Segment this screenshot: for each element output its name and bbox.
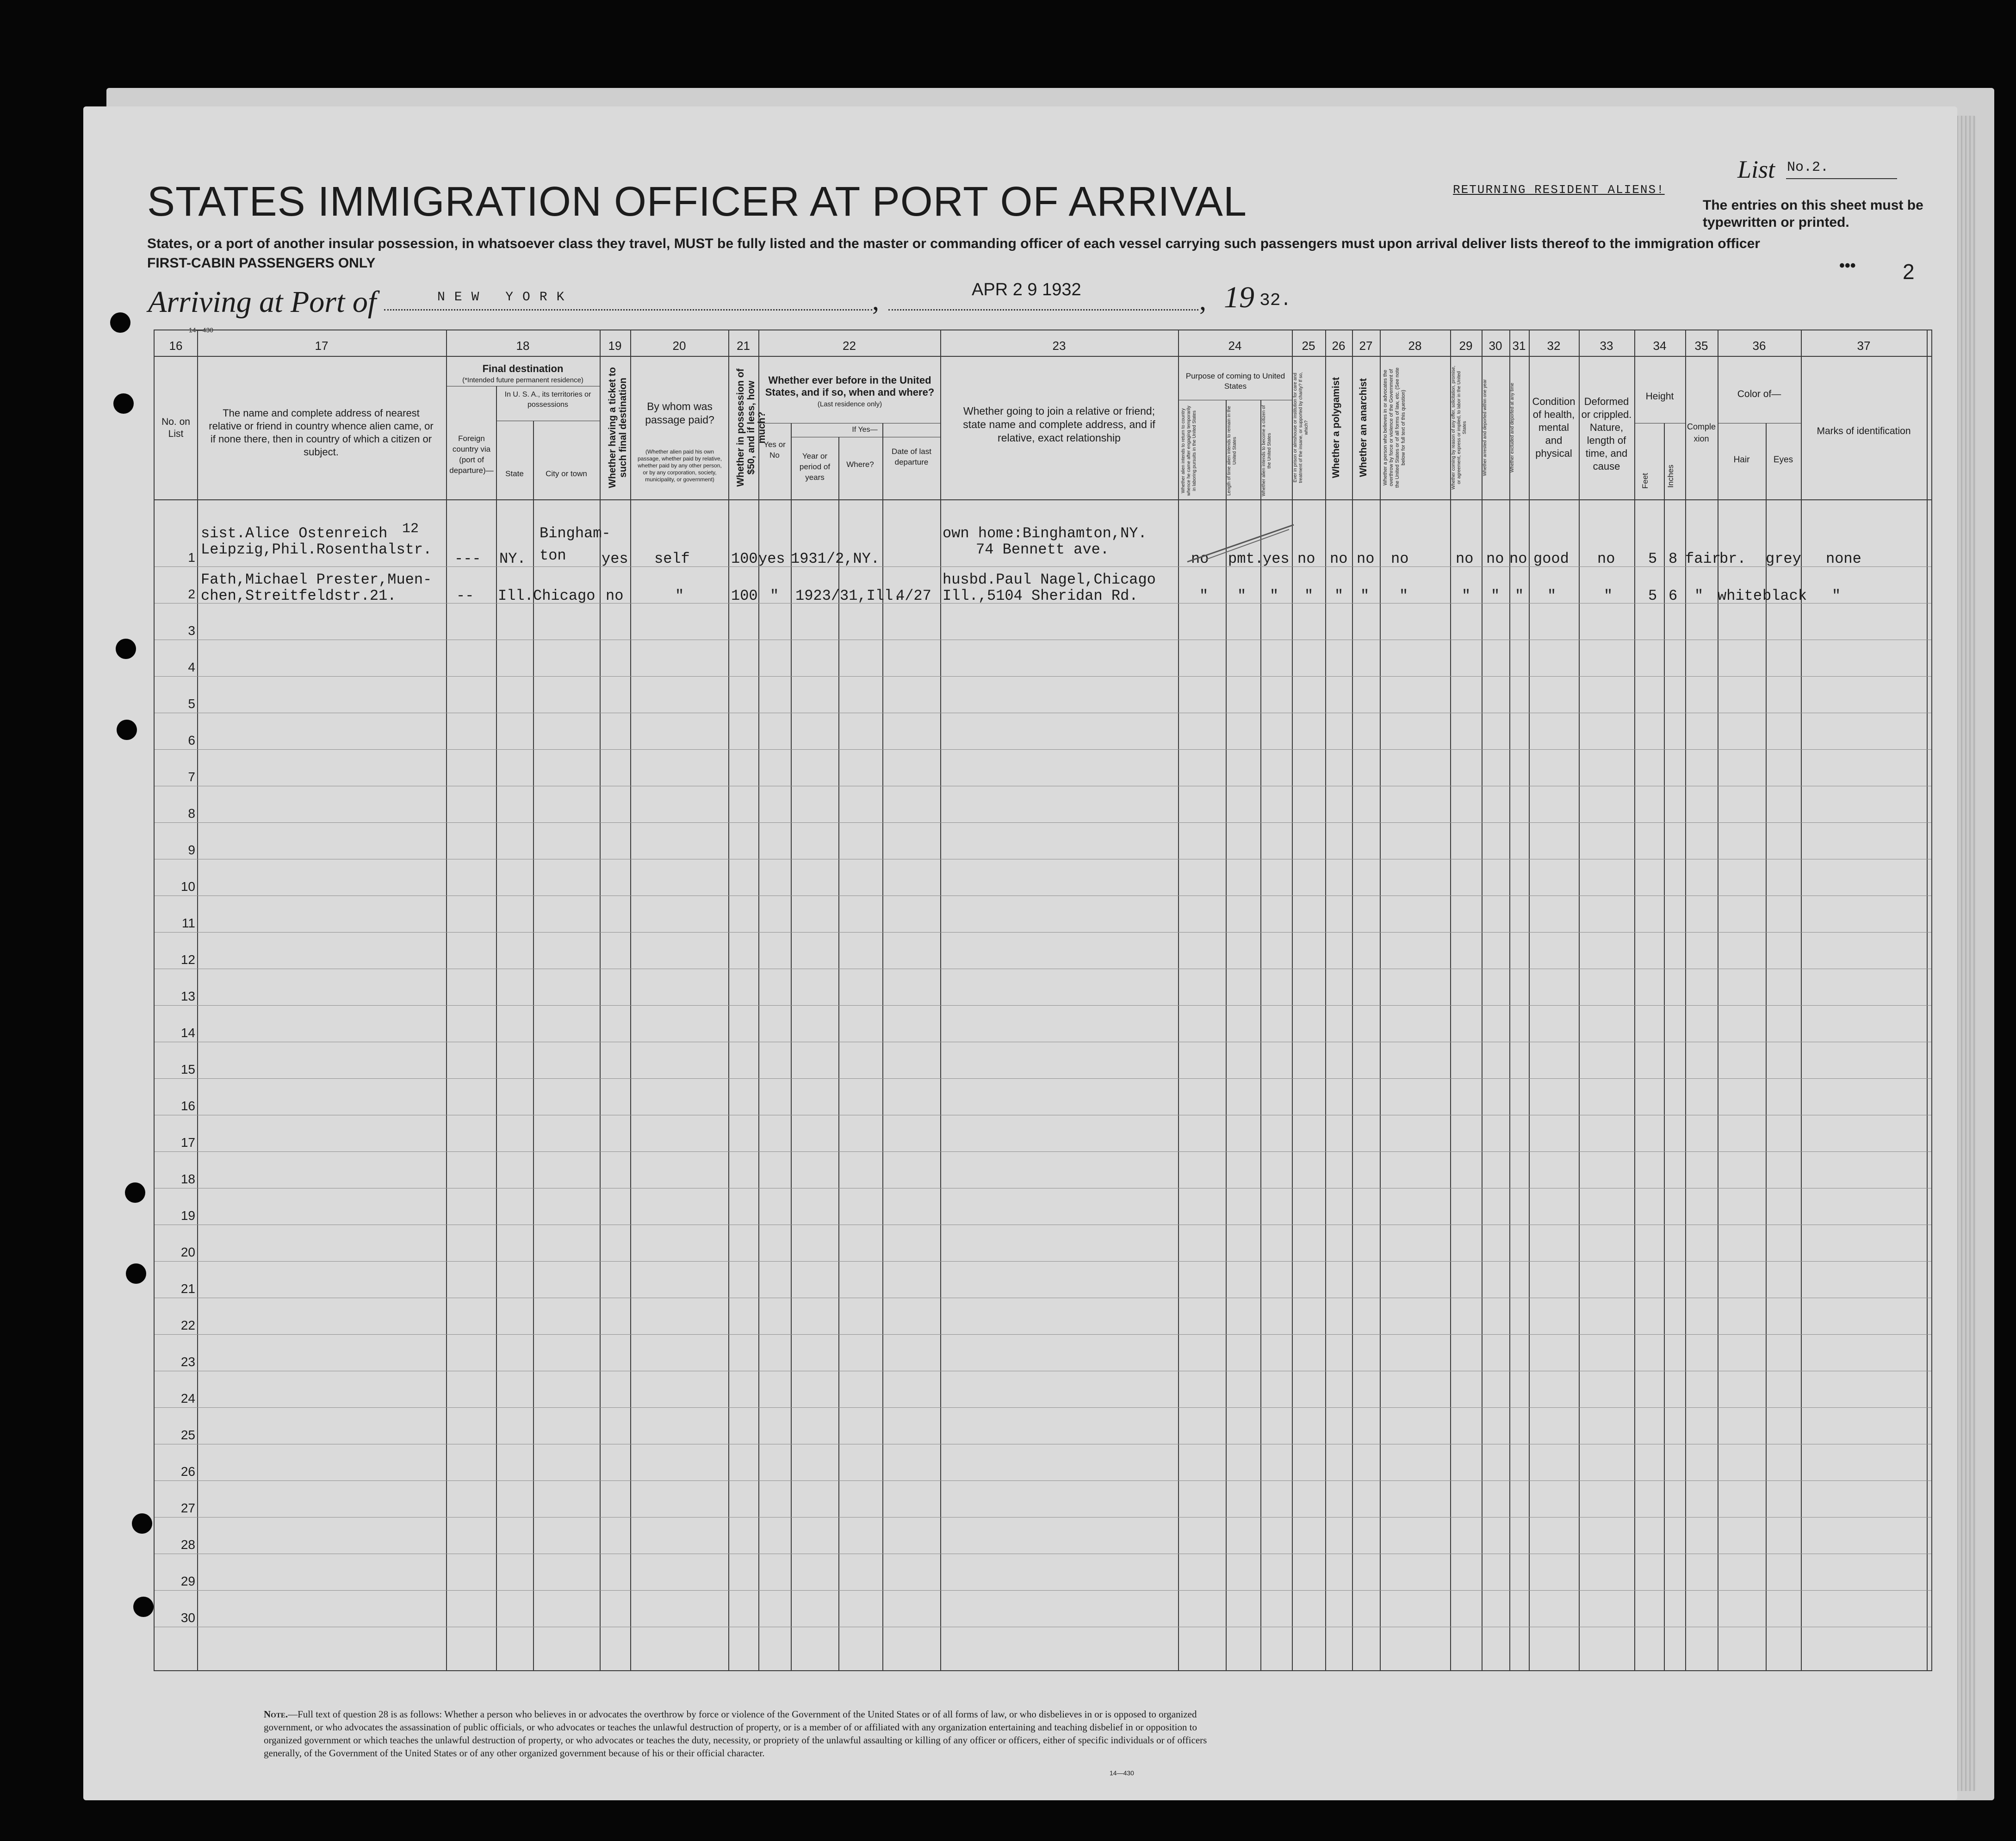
entry-health: " xyxy=(1547,587,1557,604)
header-year-period: Year or period of years xyxy=(799,452,831,482)
entry-complexion: fair xyxy=(1685,550,1721,567)
row-line xyxy=(155,1517,1931,1518)
col-number: 22 xyxy=(843,339,856,353)
entry-relative-line1: Fath,Michael Prester,Muen- xyxy=(201,571,432,588)
col-divider xyxy=(1634,330,1635,1670)
entry-marks: none xyxy=(1826,550,1861,567)
header-if-yes: If Yes— xyxy=(852,426,878,434)
instructions-text: States, or a port of another insular possession, in whatsoever class they travel, MUST be fully listed and the master or commanding officer of each vessel carrying such passengers must upon arrival deliver lists thereof to the immigration officer xyxy=(147,236,1760,251)
port-name: NEW YORK xyxy=(437,290,574,305)
header-offer-labor: Whether coming by reason of any offer, solicitation, promise, or agreement, express or implied, to labor in the United States xyxy=(1451,366,1467,490)
entry-purpose-return: " xyxy=(1199,587,1209,604)
row-line xyxy=(155,1480,1931,1481)
header-state: State xyxy=(505,469,524,478)
entry-prison: no xyxy=(1297,550,1315,567)
row-number: 4 xyxy=(188,660,195,674)
comma-separator: , xyxy=(872,285,879,316)
row-number: 28 xyxy=(180,1537,195,1552)
col-divider xyxy=(1380,330,1381,1670)
entry-overthrow: no xyxy=(1391,550,1409,567)
entry-arrested: no xyxy=(1486,550,1504,567)
col-number: 17 xyxy=(315,339,329,353)
entry-foreign-country: --- xyxy=(454,550,481,567)
entry-height-inches: 8 xyxy=(1669,550,1678,567)
entry-before-us: " xyxy=(770,587,779,604)
header-purpose-return: Whether alien intends to return to country whence he came after engaging temporarily in laboring pursuits in the United States xyxy=(1181,405,1197,496)
entry-purpose-citizen: yes xyxy=(1263,550,1290,567)
entry-polygamist: no xyxy=(1330,550,1348,567)
list-number-line xyxy=(1786,178,1897,179)
entry-period: 1931/2,NY. xyxy=(791,550,880,567)
header-ticket: Whether having a ticket to such final destination xyxy=(607,367,628,488)
row-number: 29 xyxy=(180,1574,195,1588)
entry-hair: white xyxy=(1718,587,1762,604)
pencil-strokes xyxy=(1178,497,1298,571)
col-number: 28 xyxy=(1408,339,1422,353)
header-foreign-country: Foreign country via (port of departure)— xyxy=(449,434,494,475)
entry-join-line1: husbd.Paul Nagel,Chicago xyxy=(943,571,1156,588)
entry-deformed: no xyxy=(1597,550,1615,567)
row-number: 1 xyxy=(188,550,195,565)
col-number: 26 xyxy=(1332,339,1346,353)
entry-excluded: " xyxy=(1515,587,1524,604)
entry-deformed: " xyxy=(1604,587,1613,604)
col-number: 20 xyxy=(672,339,686,353)
row-number: 24 xyxy=(180,1391,195,1406)
row-number: 14 xyxy=(180,1026,195,1040)
arrival-date-stamp: APR 2 9 1932 xyxy=(972,280,1081,299)
entry-purpose-length: " xyxy=(1237,587,1247,604)
row-number: 22 xyxy=(180,1318,195,1332)
row-number: 26 xyxy=(180,1464,195,1479)
row-line xyxy=(155,932,1931,933)
row-number: 12 xyxy=(180,952,195,967)
row-line xyxy=(155,1078,1931,1079)
row-number: 7 xyxy=(188,770,195,784)
entry-eyes: grey xyxy=(1766,550,1801,567)
row-number: 2 xyxy=(188,587,195,601)
entry-polygamist: " xyxy=(1334,587,1344,604)
row-number: 15 xyxy=(180,1062,195,1076)
port-line xyxy=(384,309,872,311)
header-passage-paid: By whom was passage paid? xyxy=(645,400,714,426)
row-line xyxy=(155,1151,1931,1152)
entry-offer-labor: " xyxy=(1462,587,1471,604)
col-number: 19 xyxy=(608,339,622,353)
header-usa: In U. S. A., its territories or possessions xyxy=(504,391,591,409)
arriving-label: Arriving at Port of xyxy=(148,285,377,319)
entry-join-line2: 74 Bennett ave. xyxy=(976,541,1110,558)
row-number: 11 xyxy=(181,916,195,930)
row-number: 25 xyxy=(180,1428,195,1442)
col-divider xyxy=(1482,330,1483,1670)
col-divider xyxy=(940,330,941,1670)
entry-marks: " xyxy=(1832,587,1841,604)
binding-hole xyxy=(116,639,136,659)
col-divider xyxy=(882,423,883,1670)
header-anarchist: Whether an anarchist xyxy=(1358,378,1369,477)
col-divider xyxy=(197,330,198,1670)
col-divider xyxy=(1685,330,1686,1670)
entry-relative-superscript: 12 xyxy=(402,521,419,537)
col-divider xyxy=(1260,400,1261,1670)
row-line xyxy=(155,749,1931,750)
col-divider xyxy=(533,421,534,1670)
header-final-destination: Final destination xyxy=(482,363,564,374)
entry-excluded: no xyxy=(1509,550,1527,567)
typewritten-note: The entries on this sheet must be typewritten or printed. xyxy=(1703,198,1923,230)
entry-date-departure: 4/27 xyxy=(896,587,931,604)
footnote-label: Note. xyxy=(264,1709,288,1720)
row-line xyxy=(155,822,1931,823)
col-number: 23 xyxy=(1052,339,1066,353)
year-prefix: 19 xyxy=(1224,280,1254,314)
entry-join-line2: Ill.,5104 Sheridan Rd. xyxy=(943,587,1138,604)
entry-before-us: yes xyxy=(758,550,785,567)
row-number: 3 xyxy=(188,623,195,638)
list-number: No.2. xyxy=(1787,160,1829,175)
entry-overthrow: " xyxy=(1399,587,1408,604)
row-line xyxy=(155,1005,1931,1006)
entry-eyes: black xyxy=(1762,587,1807,604)
header-relative-address: The name and complete address of nearest relative or friend in country whence alien came, or if none there, then in country of which a citizen or subject. xyxy=(209,407,434,458)
footnote-text: —Full text of question 28 is as follows: Whether a person who believes in or advocates the overthrow by force or violence of the Government of the United States or of all forms of law, or who disbelieves in or is opposed to organized government, or who advocates the assassination of public officials, or who advocates or teaches the unlawful destruction of property, or is a member of or affiliated with any organization entertaining and teaching disbelief in or opposition to organized government or which teaches the unlawful destruction of property, or who advocates or teaches the duty, necessity, or propriety of the unlawful assaulting or killing of any officer or officers, either of specific individuals or of officers generally, of the Government of the United States or of any other organized government because of his or their official character. xyxy=(264,1709,1207,1759)
col-number: 36 xyxy=(1752,339,1766,353)
header-polygamist: Whether a polygamist xyxy=(1331,377,1341,479)
entry-anarchist: no xyxy=(1357,550,1375,567)
header-yes-no: Yes or No xyxy=(763,440,786,460)
entry-period: 1923/31,Ill. xyxy=(795,587,902,604)
row-number: 17 xyxy=(180,1135,195,1150)
entry-money: 100 xyxy=(731,587,758,604)
entry-height-feet: 5 xyxy=(1648,587,1657,604)
entry-anarchist: " xyxy=(1360,587,1370,604)
row-number: 5 xyxy=(188,697,195,711)
sheet-number: 2 xyxy=(1903,260,1915,284)
row-number: 10 xyxy=(180,879,195,894)
row-number: 8 xyxy=(188,806,195,821)
entry-purpose-length: pmt. xyxy=(1228,550,1264,567)
header-prison: Ever in prison or almshouse or institution for care and treatment of the insane, or supported by charity? If so, which? xyxy=(1293,372,1309,483)
header-color-of: Color of— xyxy=(1737,389,1781,399)
footnote xyxy=(264,1708,1235,1760)
entry-height-feet: 5 xyxy=(1648,550,1657,567)
col-divider xyxy=(1226,400,1227,1670)
row-number: 13 xyxy=(180,989,195,1003)
entry-offer-labor: no xyxy=(1456,550,1474,567)
header-money: Whether in possession of $50, and if less, how much? xyxy=(735,368,767,487)
row-line xyxy=(155,566,1931,567)
row-line xyxy=(155,1261,1931,1262)
returning-aliens-label: RETURNING RESIDENT ALIENS! xyxy=(1453,183,1665,197)
first-cabin-label: FIRST-CABIN PASSENGERS ONLY xyxy=(147,255,376,271)
row-number: 27 xyxy=(180,1501,195,1515)
list-label: List xyxy=(1737,155,1775,183)
entry-health: good xyxy=(1533,550,1569,567)
entry-city-line1: Bingham- xyxy=(540,525,611,542)
col-divider xyxy=(630,330,631,1670)
col-divider xyxy=(791,423,792,1670)
row-number: 6 xyxy=(188,733,195,747)
year-suffix: 32. xyxy=(1259,291,1291,311)
binding-hole xyxy=(133,1597,154,1617)
col-number: 32 xyxy=(1547,339,1561,353)
binding-hole xyxy=(125,1182,145,1203)
col-divider xyxy=(1450,330,1451,1670)
entry-paid-by: " xyxy=(675,587,684,604)
header-feet: Feet xyxy=(1641,473,1650,489)
row-line xyxy=(155,676,1931,677)
col-divider xyxy=(1352,330,1353,1670)
row-number: 19 xyxy=(180,1208,195,1223)
entry-ticket: yes xyxy=(602,550,628,567)
header-marks: Marks of identification xyxy=(1817,426,1911,436)
header-hair: Hair xyxy=(1733,455,1750,465)
col-divider xyxy=(728,330,729,1670)
form-number-bottom: 14—430 xyxy=(1110,1769,1134,1777)
header-purpose-length: Length of time alien intends to remain in the United States xyxy=(1227,406,1237,496)
col-divider xyxy=(1801,330,1802,1670)
row-number: 18 xyxy=(180,1172,195,1186)
binding-hole xyxy=(113,393,134,414)
manifest-table xyxy=(154,330,1932,1671)
col-divider xyxy=(838,437,839,1670)
row-line xyxy=(155,1590,1931,1591)
row-line xyxy=(155,1334,1931,1335)
header-no-on-list: No. on List xyxy=(161,417,190,439)
header-join-relative: Whether going to join a relative or friend; state name and complete address, and if relative, exact relationship xyxy=(963,405,1155,444)
col-divider xyxy=(758,330,759,1670)
col-number: 29 xyxy=(1459,339,1473,353)
col-number: 34 xyxy=(1653,339,1667,353)
entry-paid-by: self xyxy=(654,550,690,567)
row-number: 9 xyxy=(188,843,195,857)
header-height: Height xyxy=(1645,391,1674,402)
row-line xyxy=(155,1407,1931,1408)
entry-purpose-citizen: " xyxy=(1270,587,1279,604)
header-top-rule xyxy=(155,356,1931,357)
entry-ticket: no xyxy=(606,587,624,604)
header-health: Condition of health, mental and physical xyxy=(1532,396,1576,459)
col-number: 18 xyxy=(516,339,530,353)
header-purpose-citizen: Whether alien intends to become a citizen of the United States xyxy=(1261,405,1272,497)
row-number: 21 xyxy=(180,1281,195,1296)
entry-city-line2: Chicago xyxy=(533,587,595,604)
col-number: 25 xyxy=(1302,339,1315,353)
entry-relative-line2: Leipzig,Phil.Rosenthalstr. xyxy=(201,541,432,558)
form-number-top: 14—430 xyxy=(189,326,213,334)
header-before-in-us-sub: (Last residence only) xyxy=(817,400,882,408)
entry-relative-line2: chen,Streitfeldstr.21. xyxy=(201,587,397,604)
entry-foreign-country: -- xyxy=(456,587,474,604)
date-line xyxy=(888,309,1198,311)
col-divider xyxy=(1325,330,1326,1670)
col-number: 33 xyxy=(1600,339,1613,353)
col-divider xyxy=(1766,423,1767,1670)
entry-join-line1: own home:Binghamton,NY. xyxy=(943,525,1147,542)
header-city: City or town xyxy=(546,469,587,478)
header-arrested: Whether arrested and deported within one year xyxy=(1483,379,1488,476)
header-deformed: Deformed or crippled. Nature, length of time, and cause xyxy=(1581,396,1632,472)
col-divider xyxy=(1529,330,1530,1670)
col-number: 21 xyxy=(737,339,750,353)
entry-hair: br. xyxy=(1719,550,1746,567)
binding-hole xyxy=(117,720,137,740)
row-number: 20 xyxy=(180,1245,195,1259)
col-number: 24 xyxy=(1228,339,1242,353)
header-eyes: Eyes xyxy=(1773,455,1793,465)
stamp-dots: ••• xyxy=(1839,257,1856,274)
col-number: 16 xyxy=(169,339,183,353)
header-where: Where? xyxy=(846,460,874,469)
entry-state: Ill. xyxy=(498,587,533,604)
col-divider xyxy=(1664,423,1665,1670)
entry-purpose-return: no xyxy=(1191,550,1209,567)
row-number: 23 xyxy=(180,1355,195,1369)
col-number: 27 xyxy=(1359,339,1373,353)
col-divider xyxy=(446,330,447,1670)
header-final-destination-sub: (*Intended future permanent residence) xyxy=(462,376,583,384)
entry-height-inches: 6 xyxy=(1669,587,1678,604)
entry-relative-line1: sist.Alice Ostenreich xyxy=(201,525,388,542)
header-inches: Inches xyxy=(1666,464,1675,488)
comma-separator: , xyxy=(1199,285,1206,316)
entry-state: NY. xyxy=(499,550,526,567)
col-divider xyxy=(1579,330,1580,1670)
header-date-departure: Date of last departure xyxy=(892,447,931,466)
col-divider xyxy=(1509,330,1510,1670)
header-excluded: Whether excluded and deported at any time xyxy=(1510,383,1515,473)
header-overthrow: Whether a person who believes in or advocates the overthrow by force or violence of the Government of the United States or of all forms of law, etc. (See note below for full text of this question) xyxy=(1383,367,1406,488)
binding-hole xyxy=(132,1513,152,1534)
header-complexion: Complexion xyxy=(1687,422,1716,443)
binding-hole xyxy=(110,312,130,333)
header-before-in-us: Whether ever before in the United States, and if so, when and where? xyxy=(765,374,935,398)
col-number: 31 xyxy=(1512,339,1526,353)
entry-city-line2: ton xyxy=(540,547,566,564)
col-divider xyxy=(496,386,497,1670)
entry-arrested: " xyxy=(1491,587,1500,604)
header-bottom-rule xyxy=(155,499,1931,500)
col-number: 35 xyxy=(1694,339,1708,353)
row-number: 30 xyxy=(180,1611,195,1625)
header-passage-paid-sub: (Whether alien paid his own passage, whether paid by relative, whether paid by any other person, or by any corporation, society, municipality, or government) xyxy=(637,448,722,483)
entry-complexion: " xyxy=(1694,587,1704,604)
entry-money: 100 xyxy=(731,550,758,567)
row-number: 16 xyxy=(180,1099,195,1113)
page-title: STATES IMMIGRATION OFFICER AT PORT OF ARRIVAL xyxy=(147,179,1247,225)
col-number: 30 xyxy=(1489,339,1502,353)
header-purpose: Purpose of coming to United States xyxy=(1185,372,1285,391)
binding-hole xyxy=(126,1263,146,1284)
entry-prison: " xyxy=(1304,587,1314,604)
col-divider xyxy=(1927,330,1928,1670)
col-number: 37 xyxy=(1857,339,1871,353)
